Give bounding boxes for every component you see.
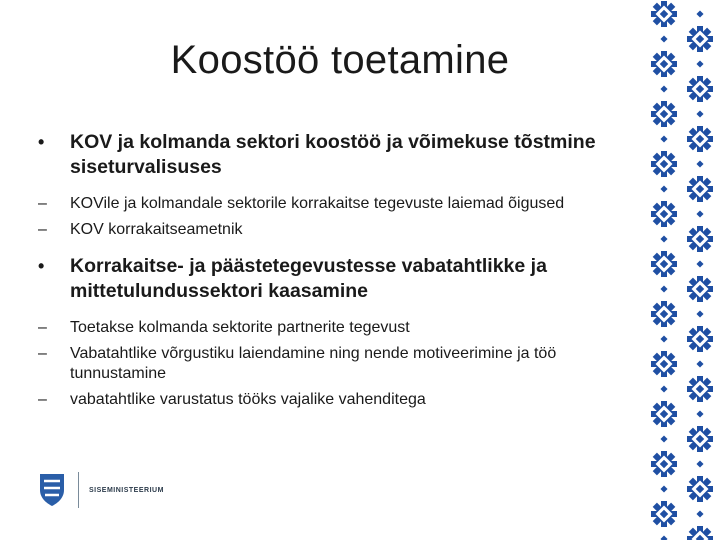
coat-of-arms-icon bbox=[38, 472, 66, 508]
bullet-marker: • bbox=[38, 256, 45, 276]
dash-marker: – bbox=[38, 345, 47, 362]
slide-title: Koostöö toetamine bbox=[170, 38, 510, 82]
logo-divider bbox=[78, 472, 79, 508]
bullet-group-2 bbox=[38, 254, 618, 410]
sub-bullet-text: KOV korrakaitseametnik bbox=[70, 221, 243, 238]
bullet-level-2 bbox=[38, 390, 618, 410]
sub-bullet-text: Toetakse kolmanda sektorite partnerite tegevust bbox=[70, 319, 410, 336]
bullet-marker: • bbox=[38, 132, 45, 152]
slide-content bbox=[38, 130, 618, 424]
ministry-logo bbox=[38, 470, 164, 510]
bullet-level-1 bbox=[38, 254, 618, 304]
dash-marker: – bbox=[38, 195, 47, 212]
sub-bullet-text: Vabatahtlike võrgustiku laiendamine ning nende motiveerimine ja töö tunnustamine bbox=[70, 345, 557, 382]
bullet-text: KOV ja kolmanda sektori koostöö ja võimekuse tõstmine siseturvalisuses bbox=[70, 131, 596, 178]
dash-marker: – bbox=[38, 319, 47, 336]
bullet-level-2 bbox=[38, 220, 618, 240]
dash-marker: – bbox=[38, 221, 47, 238]
bullet-text: Korrakaitse- ja päästetegevustesse vabatahtlikke ja mittetulundussektori kaasamine bbox=[70, 255, 547, 302]
bullet-level-2 bbox=[38, 194, 618, 214]
bullet-group-1 bbox=[38, 130, 618, 240]
bullet-level-2 bbox=[38, 318, 618, 338]
bullet-level-1 bbox=[38, 130, 618, 180]
dash-marker: – bbox=[38, 391, 47, 408]
sub-bullet-text: KOVile ja kolmandale sektorile korrakaitse tegevuste laiemad õigused bbox=[70, 195, 565, 212]
logo-text: SISEMINISTEERIUM bbox=[89, 486, 164, 494]
sub-bullet-text: vabatahtlike varustatus tööks vajalike vahenditega bbox=[70, 391, 426, 408]
bullet-level-2 bbox=[38, 344, 618, 384]
estonian-star-pattern-icon bbox=[644, 0, 720, 540]
